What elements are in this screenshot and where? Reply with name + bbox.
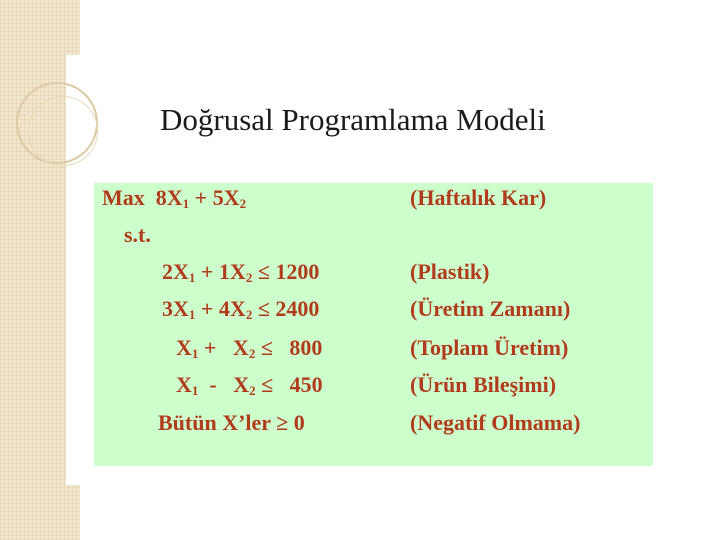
slide-title: Doğrusal Programlama Modeli [160, 102, 546, 137]
objective-label: (Haftalık Kar) [410, 185, 547, 210]
constraint-label: (Ürün Bileşimi) [410, 372, 557, 397]
constraint-label: (Üretim Zamanı) [410, 296, 571, 321]
subject-to-label: s.t. [124, 222, 151, 247]
constraint-toplam-uretim: $X_1 + X_2 \le 800$ [176, 335, 323, 361]
constraint-uretim-zamani: $3X_1 + 4X_2 \le 2400$ [162, 296, 320, 322]
nonnegativity-constraint: Bütün X’ler ≥ 0 [158, 410, 305, 435]
nonnegativity-label: (Negatif Olmama) [410, 410, 581, 435]
constraint-plastik: $2X_1 + 1X_2 \le 1200$ [162, 259, 320, 285]
constraint-urun-bilesimi: $X_1 - X_2 \le 450$ [176, 372, 323, 398]
decorative-circle-inner [28, 96, 98, 166]
objective-expression: Max $8X_1 + 5X_2$ [102, 185, 247, 211]
model-box [94, 183, 653, 466]
constraint-label: (Plastik) [410, 259, 490, 284]
constraint-label: (Toplam Üretim) [410, 335, 569, 360]
